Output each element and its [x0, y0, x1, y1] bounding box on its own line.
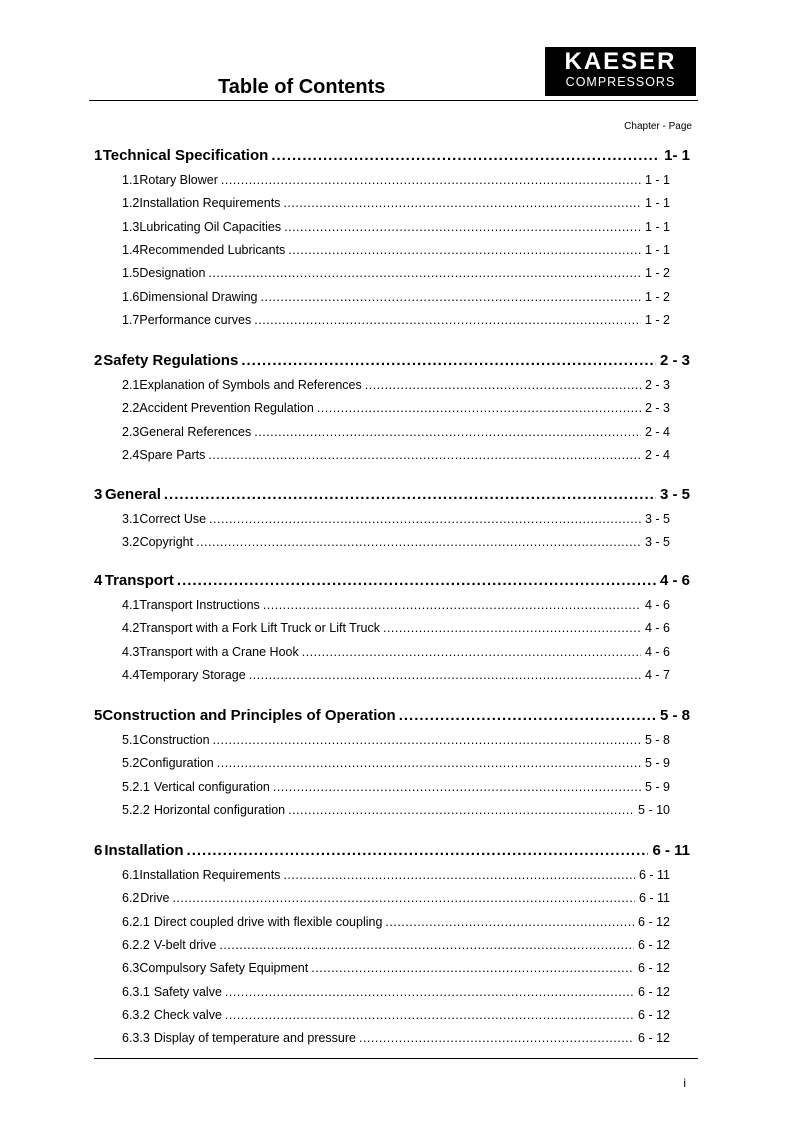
toc-entry-page: 1- 1 [664, 147, 690, 164]
toc-dot-leader [217, 756, 641, 770]
toc-dot-leader [249, 668, 641, 682]
toc-entry-number: 1.1 [122, 173, 140, 187]
toc-entry-title: V-belt drive [153, 937, 217, 952]
toc-entry-page: 2 - 3 [659, 352, 690, 369]
toc-dot-leader [288, 243, 641, 257]
toc-chapter-entry[interactable] [94, 486, 690, 503]
toc-dot-leader [209, 512, 641, 526]
toc-entry-page: 2 - 3 [644, 401, 670, 416]
toc-entry-page: 3 - 5 [659, 486, 690, 503]
toc-entry-number: 6.3.2 [122, 1007, 150, 1022]
toc-section-entry[interactable] [122, 243, 670, 257]
toc-entry-page: 3 - 5 [644, 535, 670, 550]
toc-entry-number: 1.2 [122, 196, 140, 211]
toc-section-entry[interactable] [122, 290, 670, 304]
toc-entry-title: Construction [139, 733, 210, 747]
toc-entry-title: Designation [139, 266, 206, 281]
toc-section-entry[interactable] [122, 803, 670, 817]
toc-dot-leader [399, 707, 656, 724]
toc-dot-leader [383, 621, 641, 635]
toc-entry-page: 6 - 12 [638, 984, 670, 999]
toc-section-entry[interactable] [122, 1031, 670, 1045]
toc-section-entry[interactable] [122, 915, 670, 929]
toc-dot-leader [225, 1008, 634, 1022]
toc-entry-number: 5.2.2 [122, 802, 150, 817]
toc-entry-page: 1 - 2 [644, 289, 670, 304]
toc-entry-title: Copyright [139, 535, 194, 550]
toc-entry-number: 6.3 [122, 961, 140, 976]
toc-dot-leader [208, 266, 641, 280]
toc-entry-number: 5 [94, 707, 103, 724]
page-number: i [683, 1076, 686, 1090]
logo-brand: KAESER [564, 48, 677, 75]
page-title: Table of Contents [218, 76, 386, 98]
toc-entry-number: 3 [94, 486, 103, 503]
toc-section-entry[interactable] [122, 401, 670, 415]
toc-entry-number: 1.4 [122, 242, 140, 257]
toc-entry-number: 5.2.1 [122, 779, 150, 794]
toc-entry-title: Direct coupled drive with flexible coupling [153, 914, 383, 929]
toc-section-entry[interactable] [122, 313, 670, 327]
toc-chapter-entry[interactable] [94, 707, 690, 724]
toc-entry-page: 5 - 10 [638, 802, 670, 817]
toc-entry-page: 4 - 6 [644, 598, 670, 612]
toc-dot-leader [365, 378, 641, 392]
toc-entry-title: Construction and Principles of Operation [102, 707, 396, 724]
toc-entry-page: 1 - 2 [644, 312, 670, 327]
toc-section-entry[interactable] [122, 891, 670, 905]
toc-dot-leader [261, 290, 641, 304]
toc-entry-page: 6 - 11 [638, 868, 670, 882]
toc-section-entry[interactable] [122, 668, 670, 682]
toc-dot-leader [263, 598, 641, 612]
toc-entry-page: 2 - 4 [644, 447, 670, 462]
toc-entry-page: 1 - 1 [644, 173, 670, 187]
toc-section-entry[interactable] [122, 598, 670, 612]
toc-entry-number: 2.2 [122, 401, 140, 416]
toc-dot-leader [254, 425, 641, 439]
toc-entry-page: 6 - 12 [638, 937, 670, 952]
toc-dot-leader [283, 196, 641, 210]
toc-entry-number: 1.6 [122, 289, 140, 304]
toc-entry-page: 3 - 5 [644, 512, 670, 526]
toc-entry-number: 6.1 [122, 868, 140, 882]
toc-entry-page: 4 - 6 [659, 572, 690, 589]
toc-entry-title: Rotary Blower [139, 173, 218, 187]
toc-entry-page: 6 - 12 [638, 961, 670, 976]
toc-entry-title: Transport with a Fork Lift Truck or Lift Truck [139, 621, 380, 636]
toc-chapter-entry[interactable] [94, 352, 690, 369]
toc-entry-page: 6 - 11 [638, 891, 670, 906]
toc-section-entry[interactable] [122, 961, 670, 975]
toc-section-entry[interactable] [122, 733, 670, 747]
toc-section-entry[interactable] [122, 220, 670, 234]
toc-entry-title: Technical Specification [102, 147, 269, 164]
toc-section-entry[interactable] [122, 378, 670, 392]
toc-entry-number: 2 [94, 352, 103, 369]
toc-entry-page: 5 - 8 [644, 733, 670, 747]
logo-subtitle: COMPRESSORS [565, 75, 676, 89]
toc-dot-leader [317, 401, 641, 415]
toc-entry-title: Lubricating Oil Capacities [139, 219, 282, 234]
toc-entry-title: Explanation of Symbols and References [139, 378, 362, 392]
toc-entry-title: Vertical configuration [153, 779, 270, 794]
toc-entry-title: Correct Use [139, 512, 207, 526]
toc-section-entry[interactable] [122, 425, 670, 439]
toc-entry-title: Configuration [139, 756, 214, 771]
toc-entry-number: 2.4 [122, 447, 140, 462]
toc-entry-title: Temporary Storage [139, 667, 246, 682]
toc-entry-title: General References [139, 424, 252, 439]
toc-dot-leader [219, 938, 634, 952]
toc-dot-leader [225, 985, 634, 999]
toc-entry-number: 1.7 [122, 312, 140, 327]
toc-entry-page: 1 - 2 [644, 266, 670, 281]
toc-section-entry[interactable] [122, 512, 670, 526]
toc-entry-number: 4.2 [122, 621, 140, 636]
toc-entry-title: Installation Requirements [139, 196, 281, 211]
toc-dot-leader [284, 220, 641, 234]
toc-entry-number: 2.3 [122, 424, 140, 439]
toc-entry-number: 1 [94, 147, 103, 164]
toc-dot-leader [187, 842, 649, 859]
toc-dot-leader [164, 486, 656, 503]
toc-entry-number: 1.5 [122, 266, 140, 281]
toc-dot-leader [254, 313, 641, 327]
toc-entry-title: Compulsory Safety Equipment [139, 961, 309, 976]
toc-entry-page: 1 - 1 [644, 219, 670, 234]
toc-dot-leader [271, 147, 660, 164]
toc-dot-leader [359, 1031, 634, 1045]
toc-entry-number: 3.2 [122, 535, 140, 550]
toc-section-entry[interactable] [122, 1008, 670, 1022]
toc-entry-title: Drive [140, 891, 170, 906]
toc-entry-page: 1 - 1 [644, 242, 670, 257]
toc-entry-page: 6 - 12 [638, 914, 670, 929]
toc-entry-page: 6 - 12 [638, 1031, 670, 1046]
toc-section-entry[interactable] [122, 985, 670, 999]
toc-entry-title: Check valve [153, 1007, 222, 1022]
toc-dot-leader [241, 352, 656, 369]
toc-entry-number: 6.2.2 [122, 937, 150, 952]
toc-entry-title: Transport with a Crane Hook [139, 644, 299, 659]
toc-entry-number: 5.1 [122, 733, 140, 747]
column-label: Chapter - Page [624, 121, 692, 132]
toc-entry-page: 4 - 6 [644, 621, 670, 636]
toc-section-entry[interactable] [122, 196, 670, 210]
toc-entry-page: 5 - 8 [659, 707, 690, 724]
toc-section-entry[interactable] [122, 645, 670, 659]
toc-entry-title: Safety Regulations [103, 352, 239, 369]
toc-section-entry[interactable] [122, 173, 670, 187]
toc-entry-title: Display of temperature and pressure [153, 1031, 356, 1046]
toc-section-entry[interactable] [122, 535, 670, 549]
toc-dot-leader [177, 572, 656, 589]
toc-dot-leader [283, 868, 635, 882]
toc-chapter-entry[interactable] [94, 842, 690, 859]
toc-entry-number: 6.3.3 [122, 1031, 150, 1046]
toc-section-entry[interactable] [122, 938, 670, 952]
toc-entry-number: 3.1 [122, 512, 140, 526]
toc-dot-leader [273, 780, 641, 794]
toc-entry-number: 1.3 [122, 219, 140, 234]
toc-entry-title: Spare Parts [139, 447, 206, 462]
toc-dot-leader [172, 891, 635, 905]
toc-chapter-entry[interactable] [94, 147, 690, 164]
toc-entry-title: Dimensional Drawing [139, 289, 258, 304]
toc-entry-number: 5.2 [122, 756, 140, 771]
toc-entry-number: 2.1 [122, 378, 140, 392]
toc-section-entry[interactable] [122, 266, 670, 280]
toc-entry-title: Accident Prevention Regulation [139, 401, 314, 416]
toc-entry-page: 2 - 3 [644, 378, 670, 392]
toc-entry-page: 2 - 4 [644, 424, 670, 439]
toc-dot-leader [213, 733, 641, 747]
toc-chapter-entry[interactable] [94, 572, 690, 589]
toc-entry-title: General [105, 486, 161, 503]
toc-entry-title: Safety valve [153, 984, 222, 999]
toc-section-entry[interactable] [122, 448, 670, 462]
toc-entry-page: 5 - 9 [644, 756, 670, 771]
toc-entry-title: Transport [104, 572, 174, 589]
toc-entry-number: 4.4 [122, 667, 140, 682]
toc-dot-leader [221, 173, 641, 187]
toc-dot-leader [288, 803, 634, 817]
toc-entry-title: Horizontal configuration [153, 802, 286, 817]
toc-entry-number: 4.3 [122, 644, 140, 659]
toc-dot-leader [385, 915, 634, 929]
toc-dot-leader [311, 961, 634, 975]
toc-entry-page: 6 - 12 [638, 1007, 670, 1022]
toc-entry-page: 5 - 9 [644, 779, 670, 794]
toc-entry-number: 6.3.1 [122, 984, 150, 999]
toc-entry-title: Installation Requirements [139, 868, 281, 882]
toc-entry-number: 6.2.1 [122, 914, 150, 929]
toc-section-entry[interactable] [122, 756, 670, 770]
toc-entry-number: 4.1 [122, 598, 140, 612]
toc-entry-number: 6.2 [122, 891, 140, 906]
toc-entry-title: Recommended Lubricants [139, 242, 286, 257]
kaeser-logo [545, 47, 696, 96]
header-rule [89, 100, 698, 101]
toc-dot-leader [196, 535, 641, 549]
toc-dot-leader [302, 645, 641, 659]
toc-entry-page: 4 - 7 [644, 667, 670, 682]
toc-entry-page: 6 - 11 [652, 842, 690, 859]
toc-section-entry[interactable] [122, 868, 670, 882]
toc-section-entry[interactable] [122, 621, 670, 635]
toc-entry-page: 4 - 6 [644, 644, 670, 659]
toc-entry-number: 4 [94, 572, 103, 589]
toc-entry-title: Installation [104, 842, 184, 859]
toc-entry-title: Transport Instructions [139, 598, 260, 612]
toc-entry-page: 1 - 1 [644, 196, 670, 211]
toc-entry-title: Performance curves [139, 312, 252, 327]
toc-section-entry[interactable] [122, 780, 670, 794]
toc-entry-number: 6 [94, 842, 103, 859]
toc-dot-leader [208, 448, 641, 462]
footer-rule [94, 1058, 698, 1059]
